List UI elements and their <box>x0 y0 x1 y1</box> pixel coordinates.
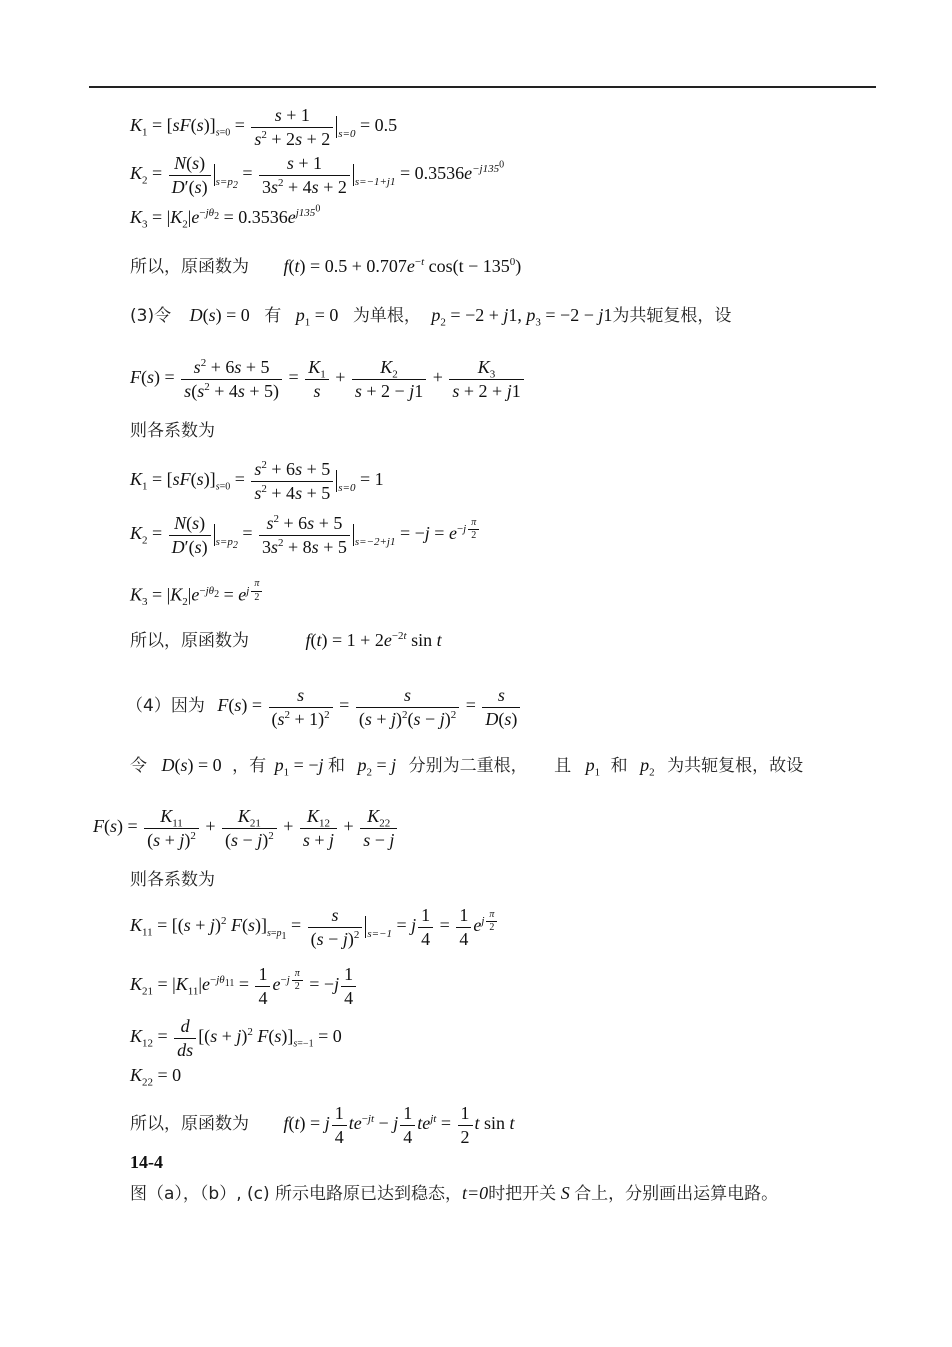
eq-k2-part3: $K_2$ = $\frac{N(s)}{D'(s)}$ $_{s=p_2}$ = $\frac{s^2 + 6s + 5}{3s^2 + 8s + 5}$ $_{s=-2+j1} = -j = e^{-j \frac{\pi}{2}}$ <box>130 512 481 558</box>
result-part4: 所以，原函数为 f(t) = j $\frac{1}{4}$ $te^{-jt} - j$ $\frac{1}{4}$ $te^{jt}$ = $\frac{1}{2}$ t sin t <box>130 1103 515 1147</box>
eq-k1-part3: $K_1 = [sF(s)]_{s=0}$ = $\frac{s^2 + 6s + 5}{s^2 + 4s + 5}$ $_{s=0}$ = 1 <box>130 459 384 503</box>
part4-has: ，有 <box>232 756 267 776</box>
result-constant: 0.5 + 0.707 <box>324 256 407 276</box>
eq-k11: $K_{11} = [(s + j)^2$ $F(s)]_{s=p_1}$ = $\frac{s}{(s - j)^2}$ $_{s=-1}$ = j $\frac{1}{4}$ = $\frac{1}{4}$ $e^{j \frac{\pi}{2}}$ <box>130 904 499 950</box>
value-0-3536-b: 0.3536 <box>238 207 288 227</box>
problem-number-text: 14-4 <box>130 1152 163 1172</box>
part4-double-root: 分别为二重根， <box>408 756 528 776</box>
part4-and: 和 <box>328 756 345 776</box>
part4-and2: 和 <box>610 756 628 776</box>
coeffs-text-2: 则各系数为 <box>130 870 215 890</box>
result-part2: 所以，原函数为 $f(t) = 0.5 + 0.707e^{-t}$ $\cos(t - 135^0)$ <box>130 256 522 277</box>
value-0-3536-a: 0.3536 <box>414 163 465 184</box>
problem-switch: S <box>560 1183 570 1203</box>
problem-text-b: 时把开关 <box>488 1184 557 1204</box>
eq-fs-part4: F(s) = $\frac{K_{11}}{(s + j)^2}$ + $\frac{K_{21}}{(s - j)^2}$ + $\frac{K_{12}}{s + j}$ + $\frac{K_{22}}{s - j}$ <box>93 805 399 851</box>
part4-roots: 令 D(s) = 0 ，有 $p_1 = -j$ 和 $p_2 = j$ 分别为二重根， 且 $p_1$ 和 $p_2$ 为共轭复根，故设 <box>130 755 804 779</box>
eq-k3-part2: $K_3 = |K_2|e^{-j\theta_2} = 0.3536e^{j135^0}$ <box>130 203 321 231</box>
eq-k2-part2: $K_2$ = $\frac{N(s)}{D'(s)}$ $_{s=p_2}$ = $\frac{s + 1}{3s^2 + 4s + 2}$ $_{s=-1+j1} = 0.3536e^{-j135^0}$ <box>130 153 505 197</box>
part3-conj-root: 为共轭复根，设 <box>612 306 732 326</box>
eq-k22: $K_{22} = 0$ <box>130 1065 182 1089</box>
problem-text-c: 合上，分别画出运算电路。 <box>574 1184 779 1204</box>
value-one: 1 <box>374 469 384 490</box>
problem-statement <box>130 1184 778 1203</box>
part4-let: 令 <box>130 756 147 776</box>
part4-label: （4）因为 <box>126 696 205 717</box>
part3-intro: (3)令 D(s) = 0 有 $p_1 = 0$ 为单根， $p_2 = -2 + j1$, $p_3 = -2 - j1$为共轭复根，设 <box>130 305 732 329</box>
problem-text-a: 图（a），（b）, (c) 所示电路原已达到稳态， <box>130 1184 463 1204</box>
problem-number <box>130 1153 163 1171</box>
coeffs-text: 则各系数为 <box>130 421 215 441</box>
therefore-label-2: 所以，原函数为 <box>130 631 249 651</box>
part3-label: (3)令 <box>130 306 172 326</box>
therefore-label: 所以，原函数为 <box>130 257 249 277</box>
therefore-label-3: 所以，原函数为 <box>130 1114 249 1135</box>
top-rule <box>89 86 876 88</box>
value-0-5: 0.5 <box>374 115 398 136</box>
coeffs-label-part3 <box>130 421 215 440</box>
exponent-neg-135: −j135 <box>472 163 500 176</box>
exponent-pos-135: j135 <box>295 207 316 219</box>
coeffs-label-part4 <box>130 870 215 889</box>
eq-fs-part3: F(s) = $\frac{s^2 + 6s + 5}{s(s^2 + 4s + 5)}$ = $\frac{K_1}{s}$ + $\frac{K_2}{s + 2 - j1}$ + $\frac{K_3}{s + 2 + j1}$ <box>130 356 526 402</box>
part4-conj-set: 为共轭复根，故设 <box>667 756 804 776</box>
eq-k1-part2: $K_1 = [sF(s)]_{s=0}$ = $\frac{s + 1}{s^2 + 2s + 2}$ $_{s=0}$ = 0.5 <box>130 105 398 149</box>
part4-intro: （4）因为 F(s) = $\frac{s}{(s^2 + 1)^2}$ = $\frac{s}{(s + j)^2(s - j)^2}$ = $\frac{s}{D(s)}$ <box>126 684 522 730</box>
eq-k3-part3: $K_3 = |K_2|e^{-j\theta_2} = e^{j \frac{\pi}{2}}$ <box>130 578 264 604</box>
part3-has: 有 <box>264 306 282 326</box>
eq-k12: $K_{12}$ = $\frac{d}{ds}$ [$(s + j)^2$ $F(s)]_{s=-1} = 0$ <box>130 1016 342 1060</box>
part4-and-cn: 且 <box>554 756 572 776</box>
cos-term: cos(t − 135 <box>428 256 510 276</box>
value-zero: 0 <box>172 1065 182 1085</box>
result-part3: 所以，原函数为 $f(t) = 1 + 2e^{-2t}$ sin t <box>130 630 442 651</box>
problem-t0: t=0 <box>462 1183 489 1203</box>
part3-simple-root: 为单根， <box>352 306 421 326</box>
eq-k21: $K_{21} = |K_{11}|e^{-j\theta_{11}}$ = $\frac{1}{4}$ $e^{-j \frac{\pi}{2}}$ = −j $\frac{1}{4}$ <box>130 963 358 1009</box>
